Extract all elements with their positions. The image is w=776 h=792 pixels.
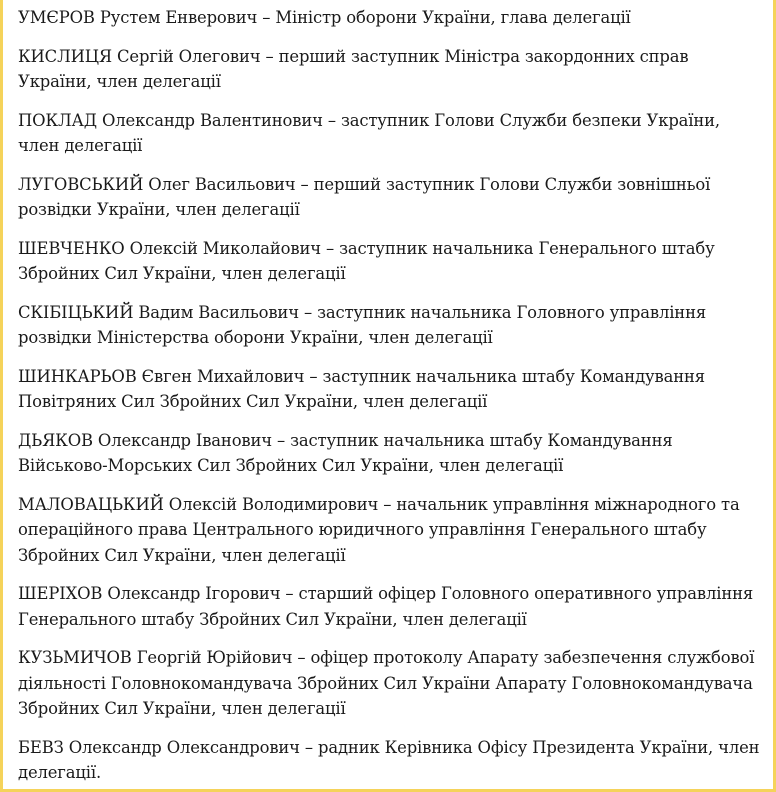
delegation-member-entry: ЛУГОВСЬКИЙ Олег Васильович – перший заступник Голови Служби зовнішньої розвідки України, член делегації bbox=[18, 174, 711, 219]
delegation-member-entry: КУЗЬМИЧОВ Георгій Юрійович – офіцер протоколу Апарату забезпечення службової діяльності Головнокомандувача Збройних Сил України Апарату Головнокомандувача Збройних Сил України, член делегації bbox=[18, 648, 755, 718]
delegation-member-entry: ПОКЛАД Олександр Валентинович – заступник Голови Служби безпеки України, член делегації bbox=[18, 110, 720, 155]
delegation-member-entry: УМЄРОВ Рустем Енверович – Міністр оборони України, глава делегації bbox=[18, 8, 631, 27]
delegation-member-entry: МАЛОВАЦЬКИЙ Олексій Володимирович – начальник управління міжнародного та операційного права Центрального юридичного управління Генерального штабу Збройних Сил України, член делегації bbox=[18, 494, 740, 565]
delegation-member-entry: ШЕРІХОВ Олександр Ігорович – старший офіцер Головного оперативного управління Генерального штабу Збройних Сил України, член делегації bbox=[18, 584, 754, 629]
delegation-members-list bbox=[18, 5, 766, 786]
delegation-member-entry: ДЬЯКОВ Олександр Іванович – заступник начальника штабу Командування Військово-Морських Сил Збройних Сил України, член делегації bbox=[18, 430, 673, 475]
delegation-member-entry: БЕВЗ Олександр Олександрович – радник Керівника Офісу Президента України, член делегації. bbox=[18, 737, 760, 782]
delegation-member-entry: ШЕВЧЕНКО Олексій Миколайович – заступник начальника Генерального штабу Збройних Сил України, член делегації bbox=[18, 238, 715, 283]
delegation-member-entry: СКІБІЦЬКИЙ Вадим Васильович – заступник начальника Головного управління розвідки Міністерства оборони України, член делегації bbox=[18, 302, 707, 347]
delegation-member-entry: ШИНКАРЬОВ Євген Михайлович – заступник начальника штабу Командування Повітряних Сил Збройних Сил України, член делегації bbox=[18, 366, 705, 411]
delegation-member-entry: КИСЛИЦЯ Сергій Олегович – перший заступник Міністра закордонних справ України, член делегації bbox=[18, 46, 689, 91]
